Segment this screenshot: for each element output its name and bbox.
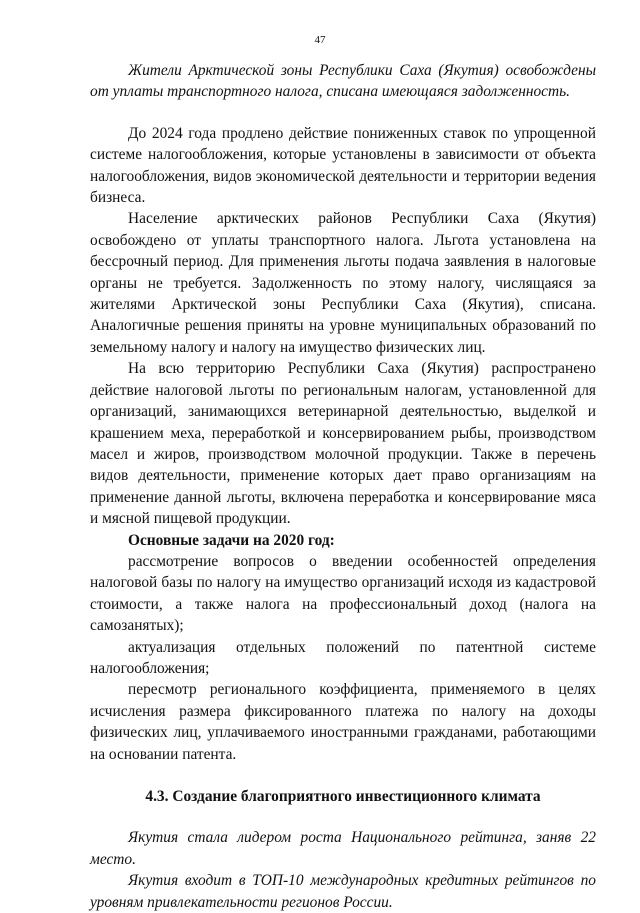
task-item-patent-system: актуализация отдельных положений по патентной системе налогообложения; [90, 638, 596, 677]
italic-summary-paragraph: Жители Арктической зоны Республики Саха (Якутия) освобождены от уплаты транспортного налога, списана имеющаяся задолженность. [90, 62, 596, 101]
body-paragraph-regional-benefit: На всю территорию Республики Саха (Якутия) распространено действие налоговой льготы по региональным налогам, установленной для организаций, занимающихся ветеринарной деятельностью, выделкой и крашением меха, переработкой и консервированием рыбы, производством масел и жиров, производством молочной продукции. Также в перечень видов деятельности, применение которых дает право организациям на применение данной льготы, включена переработка и консервирование мяса и мясной пищевой продукции. [90, 360, 596, 528]
body-paragraph-arctic-population: Население арктических районов Республики Саха (Якутия) освобождено от уплаты транспортного налога. Льгота установлена на бессрочный период. Для применения льготы подача заявления в налоговые органы не требуется. Задолженность по этому налогу, числящаяся за жителями Арктической зоны Республики Саха (Якутия), списана. Аналогичные решения приняты на уровне муниципальных образований по земельному налогу и налогу на имущество физических лиц. [90, 210, 596, 356]
task-item-regional-coefficient: пересмотр регионального коэффициента, применяемого в целях исчисления размера фиксированного платежа по налогу на доходы физических лиц, уплачиваемого иностранными гражданами, работающими на основании патента. [90, 681, 596, 763]
tasks-title: Основные задачи на 2020 год: [128, 531, 335, 549]
section-heading: 4.3. Создание благоприятного инвестиционного климата [145, 788, 541, 805]
italic-top10-paragraph: Якутия входит в ТОП-10 международных кредитных рейтингов по уровням привлекательности регионов России. [90, 872, 596, 911]
page-number: 47 [314, 34, 326, 46]
page-content [90, 60, 596, 913]
task-item-property-tax: рассмотрение вопросов о введении особенностей определения налоговой базы по налогу на имущество организаций исходя из кадастровой стоимости, а также налога на профессиональный доход (налога на самозанятых); [90, 552, 596, 635]
body-paragraph-simplified-tax: До 2024 года продлено действие пониженных ставок по упрощенной системе налогообложения, которые установлены в зависимости от объекта налогообложения, видов экономической деятельности и территории ведения бизнеса. [90, 124, 596, 207]
italic-rating-paragraph: Якутия стала лидером роста Национального рейтинга, заняв 22 место. [90, 829, 596, 868]
